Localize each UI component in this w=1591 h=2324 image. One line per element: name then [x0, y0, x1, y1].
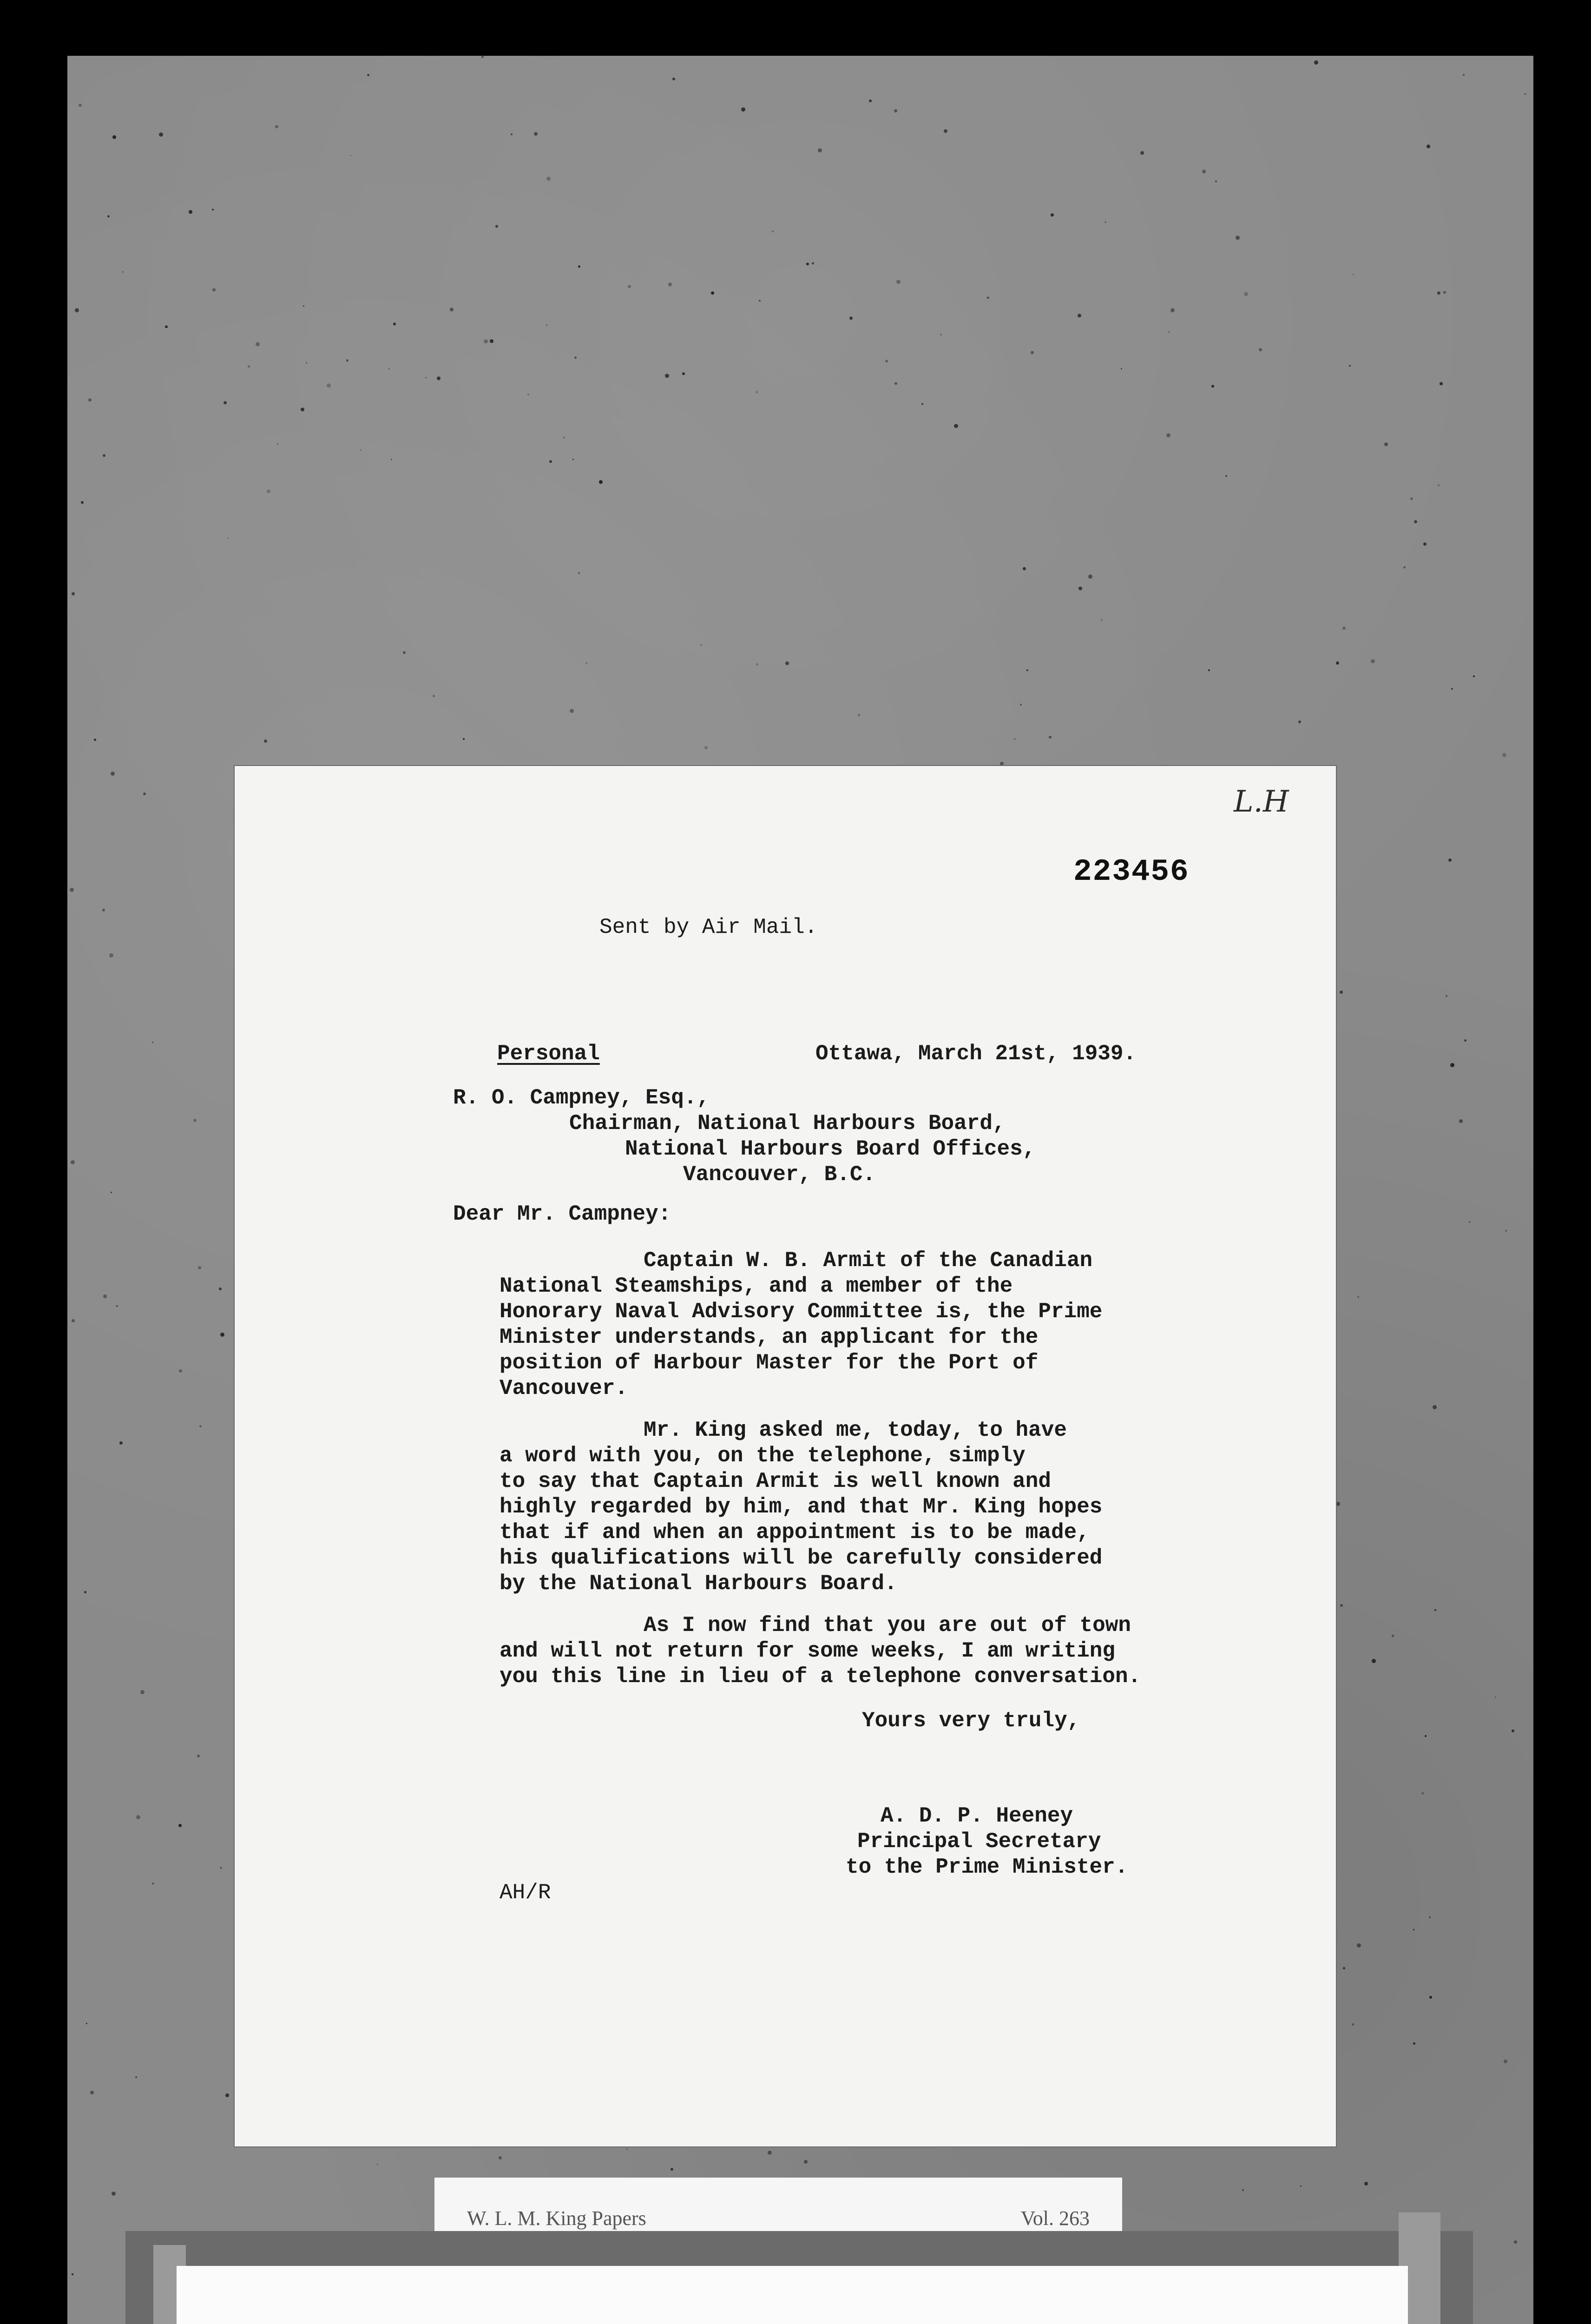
body-line: Minister understands, an applicant for the [500, 1325, 1039, 1349]
speckle [1505, 1230, 1507, 1232]
body-line: a word with you, on the telephone, simply [500, 1444, 1026, 1468]
speckle [1448, 858, 1452, 862]
personal-heading: Personal [497, 1042, 600, 1066]
speckle [84, 1591, 86, 1593]
speckle [256, 342, 260, 346]
speckle [1336, 661, 1339, 665]
speckle [1504, 2060, 1507, 2063]
speckle [1121, 368, 1122, 370]
speckle [1469, 1221, 1471, 1223]
body-line: to say that Captain Armit is well known and [500, 1469, 1051, 1493]
speckle [534, 132, 538, 136]
speckle [987, 297, 989, 299]
speckle [1429, 1996, 1432, 1999]
speckle [425, 377, 427, 378]
address-line: Chairman, National Harbours Board, [569, 1111, 1006, 1136]
speckle [812, 262, 814, 264]
speckle [511, 133, 513, 135]
speckle [1202, 170, 1206, 173]
body-line: his qualifications will be carefully considered [500, 1546, 1103, 1570]
signature-line: Principal Secretary [857, 1829, 1101, 1854]
speckle [197, 1755, 200, 1757]
speckle [1464, 1039, 1466, 1042]
speckle [1242, 2189, 1244, 2191]
speckle [143, 792, 146, 795]
speckle [499, 2156, 502, 2159]
speckle [1357, 1296, 1359, 1298]
body-line: position of Harbour Master for the Port of [500, 1351, 1039, 1375]
speckle [484, 339, 488, 343]
speckle [495, 225, 498, 228]
speckle [527, 394, 529, 396]
speckle [1023, 567, 1026, 570]
speckle [1104, 221, 1106, 223]
speckle [578, 265, 580, 268]
salutation: Dear Mr. Campney: [453, 1202, 671, 1226]
speckle [1353, 274, 1354, 275]
speckle [450, 308, 454, 311]
speckle [921, 403, 923, 405]
speckle [668, 283, 672, 286]
body-line: Honorary Naval Advisory Committee is, the Prime [500, 1300, 1103, 1324]
speckle [1101, 619, 1103, 621]
speckle [1446, 995, 1447, 997]
speckle [193, 1119, 197, 1122]
speckle [350, 155, 351, 156]
speckle [112, 135, 116, 139]
speckle [944, 129, 947, 133]
speckle [768, 2151, 772, 2155]
speckle [165, 325, 168, 328]
speckle [224, 401, 227, 404]
speckle [159, 132, 163, 137]
speckle [437, 376, 440, 380]
speckle [212, 288, 216, 291]
speckle [1414, 520, 1417, 523]
speckle [79, 104, 82, 107]
speckle [1384, 442, 1388, 446]
speckle [178, 1824, 182, 1827]
speckle [1392, 1635, 1394, 1637]
speckle [711, 291, 714, 295]
speckle [954, 424, 958, 428]
speckle [546, 324, 547, 326]
speckle [71, 1160, 75, 1164]
speckle [1236, 236, 1240, 240]
body-line: that if and when an appointment is to be made, [500, 1520, 1090, 1545]
speckle [248, 365, 250, 368]
speckle [81, 501, 84, 504]
speckle [1342, 627, 1346, 630]
speckle [1437, 291, 1440, 295]
date-line: Ottawa, March 21st, 1939. [815, 1042, 1137, 1066]
speckle [109, 953, 113, 957]
speckle [111, 772, 115, 776]
speckle [885, 360, 888, 363]
speckle [264, 739, 267, 743]
speckle [682, 372, 685, 375]
speckle [599, 480, 603, 484]
speckle [1026, 669, 1028, 671]
speckle [586, 662, 587, 664]
speckle [403, 651, 406, 654]
speckle [72, 592, 75, 595]
speckle [1438, 484, 1440, 486]
speckle [1433, 1405, 1437, 1409]
speckle [1421, 1792, 1424, 1795]
speckle [1298, 720, 1301, 723]
speckle [1495, 1697, 1496, 1698]
speckle [303, 305, 304, 307]
speckle [225, 2093, 229, 2097]
speckle [107, 215, 110, 218]
body-line: Mr. King asked me, today, to have [644, 1418, 1067, 1442]
speckle [1524, 93, 1526, 95]
speckle [1429, 1916, 1431, 1918]
speckle [1371, 659, 1375, 663]
signature-line: A. D. P. Heeney [881, 1804, 1073, 1828]
speckle [1051, 213, 1054, 217]
speckle [1463, 74, 1465, 76]
speckle [88, 398, 92, 402]
speckle [1340, 1604, 1343, 1607]
speckle [111, 1192, 112, 1193]
body-line: National Steamships, and a member of the [500, 1274, 1013, 1298]
speckle [72, 2273, 73, 2275]
speckle [741, 107, 745, 112]
speckle [1434, 1609, 1436, 1611]
speckle [1443, 291, 1446, 294]
mail-note: Sent by Air Mail. [599, 915, 818, 939]
signature-line: to the Prime Minister. [846, 1855, 1128, 1879]
speckle [90, 2091, 94, 2094]
speckle [75, 308, 79, 312]
speckle [672, 78, 675, 80]
speckle [1078, 314, 1081, 317]
speckle [1413, 2042, 1415, 2045]
speckle [1343, 1967, 1345, 1969]
address-line: National Harbours Board Offices, [625, 1137, 1036, 1161]
speckle [1440, 382, 1443, 385]
speckle [116, 1305, 118, 1307]
speckle [220, 1333, 224, 1337]
speckle [1473, 675, 1475, 677]
speckle [570, 709, 574, 713]
speckle [481, 56, 484, 58]
speckle [140, 1690, 145, 1694]
speckle [1020, 704, 1022, 706]
speckle [198, 1266, 201, 1269]
speckle [72, 1319, 75, 1322]
speckle [894, 109, 897, 112]
speckle [1349, 365, 1351, 367]
speckle [1078, 587, 1082, 590]
speckle [377, 2164, 378, 2165]
speckle [1413, 1929, 1414, 1930]
body-line: and will not return for some weeks, I am writing [500, 1639, 1116, 1663]
speckle [391, 459, 392, 460]
speckle [1140, 151, 1144, 155]
volume-label: Vol. 263 [1020, 2207, 1090, 2230]
archive-stamp-card [177, 2266, 1408, 2324]
speckle [546, 177, 551, 181]
speckle [1215, 180, 1217, 182]
speckle [626, 2148, 628, 2150]
speckle [1031, 351, 1034, 354]
speckle [388, 368, 390, 370]
speckle [112, 2192, 116, 2196]
speckle [1314, 60, 1318, 65]
speckle [1000, 762, 1004, 766]
speckle [277, 443, 278, 445]
speckle [490, 339, 493, 343]
speckle [1336, 1502, 1340, 1506]
speckle [628, 285, 631, 288]
speckle [1423, 542, 1427, 546]
speckle [756, 663, 758, 666]
speckle [849, 317, 853, 320]
speckle [227, 537, 229, 539]
handwritten-page-note: L.H [1234, 785, 1289, 819]
speckle [152, 1042, 153, 1043]
speckle [563, 437, 565, 438]
speckle [804, 2160, 808, 2164]
speckle [756, 391, 758, 393]
speckle [1459, 1119, 1463, 1123]
speckle [1014, 738, 1016, 740]
speckle [1088, 574, 1092, 579]
speckle [102, 909, 105, 911]
address-line: R. O. Campney, Esq., [453, 1086, 710, 1110]
speckle [700, 644, 702, 646]
speckle [1514, 2240, 1517, 2244]
speckle [940, 334, 942, 336]
speckle [574, 357, 577, 359]
speckle [1244, 292, 1248, 296]
speckle [94, 739, 96, 741]
speckle [267, 489, 270, 493]
speckle [1168, 331, 1170, 333]
document-number: 223456 [1073, 854, 1190, 889]
speckle [1451, 688, 1453, 690]
body-line: Vancouver. [500, 1376, 628, 1400]
closing: Yours very truly, [862, 1709, 1080, 1733]
body-line: Captain W. B. Armit of the Canadian [644, 1248, 1093, 1273]
speckle [136, 1815, 140, 1819]
speckle [785, 661, 789, 665]
speckle [1372, 1659, 1376, 1663]
speckle [135, 2076, 137, 2078]
speckle [152, 1882, 154, 1885]
speckle [86, 2023, 87, 2024]
speckle [1225, 475, 1227, 477]
speckle [704, 746, 708, 749]
speckle [1300, 2185, 1302, 2187]
speckle [1340, 990, 1343, 994]
speckle [572, 459, 574, 460]
speckle [70, 888, 74, 892]
speckle [327, 383, 331, 388]
speckle [671, 2168, 673, 2171]
collection-label: W. L. M. King Papers [467, 2207, 646, 2230]
speckle [578, 572, 580, 574]
speckle [1403, 566, 1406, 568]
speckle [275, 125, 278, 128]
speckle [858, 714, 860, 716]
speckle [1502, 753, 1506, 757]
speckle [212, 209, 214, 211]
speckle [806, 263, 809, 265]
speckle [1425, 1735, 1427, 1737]
speckle [1427, 145, 1430, 148]
speckle [199, 1425, 202, 1427]
letter-page [235, 766, 1336, 2146]
body-line: As I now find that you are out of town [644, 1613, 1131, 1637]
speckle [393, 323, 396, 325]
speckle [1170, 308, 1175, 312]
speckle [103, 1294, 107, 1298]
body-line: you this line in lieu of a telephone conversation. [500, 1664, 1141, 1689]
typist-initials: AH/R [500, 1881, 551, 1905]
speckle [189, 210, 192, 214]
speckle [896, 280, 901, 284]
speckle [665, 374, 669, 378]
speckle [759, 300, 761, 302]
speckle [433, 695, 435, 697]
speckle [1450, 1063, 1454, 1067]
speckle [1357, 1943, 1361, 1948]
speckle [103, 454, 105, 457]
speckle [1364, 2182, 1368, 2185]
speckle [894, 382, 897, 385]
speckle [818, 148, 822, 152]
address-line: Vancouver, B.C. [683, 1162, 876, 1187]
speckle [869, 99, 872, 102]
speckle [301, 408, 304, 411]
speckle [1410, 497, 1413, 500]
speckle [306, 362, 307, 363]
speckle [1512, 1730, 1514, 1732]
speckle [1352, 2023, 1354, 2026]
speckle [772, 231, 774, 232]
speckle [1166, 433, 1170, 437]
speckle [219, 1287, 222, 1290]
speckle [463, 738, 465, 740]
speckle [119, 1441, 123, 1445]
speckle [367, 74, 369, 76]
speckle [1208, 669, 1210, 671]
speckle [220, 1867, 222, 1869]
speckle [1211, 385, 1214, 388]
speckle [549, 460, 552, 463]
speckle [1259, 348, 1262, 351]
body-line: by the National Harbours Board. [500, 1571, 897, 1596]
body-line: highly regarded by him, and that Mr. King hopes [500, 1495, 1103, 1519]
speckle [346, 359, 348, 362]
speckle [360, 449, 362, 451]
speckle [122, 271, 124, 273]
speckle [1049, 736, 1052, 739]
speckle [179, 1369, 182, 1373]
